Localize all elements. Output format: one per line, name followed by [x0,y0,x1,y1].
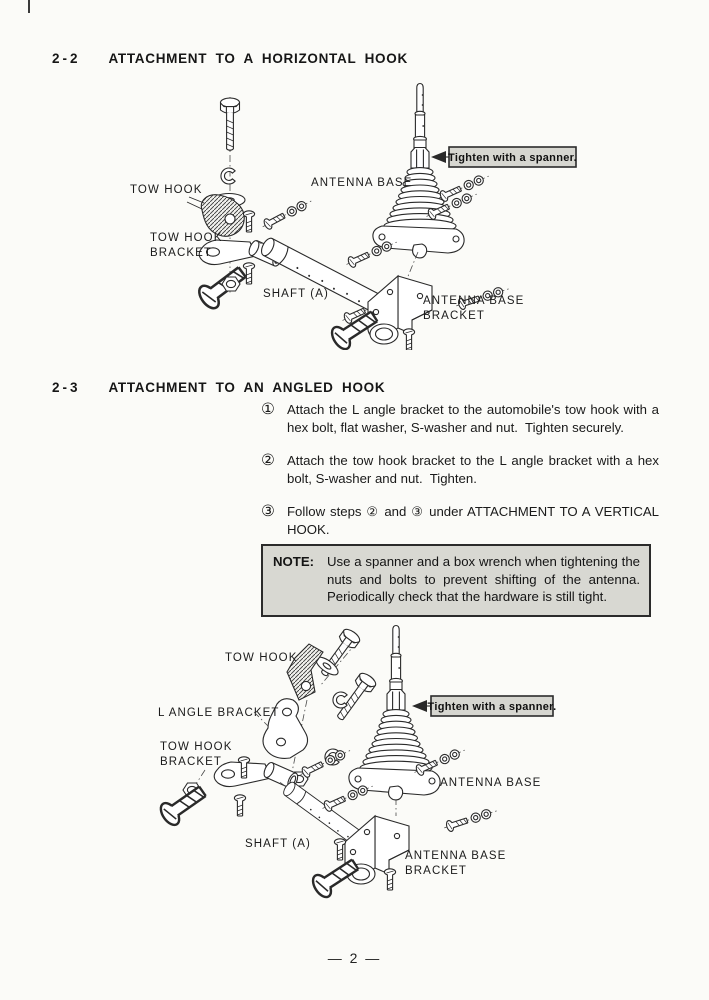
tow-hook-bracket-label-1: TOW HOOK [160,741,233,753]
steps-list [261,401,663,555]
screw [334,839,345,860]
page-number: — 2 — [327,950,382,966]
screw [384,869,395,890]
s-washer [221,168,235,184]
page-edge-mark [28,0,30,13]
section-number: 2-2 [52,51,81,66]
hex-bolt [316,627,362,680]
note-text: Use a spanner and a box wrench when tightening the nuts and bolts to prevent shifting of the antenna. Periodically check that the hardware is still tight. [327,554,648,605]
hex-bolt [332,671,378,724]
long-bolt [157,781,209,828]
spanner-callout [431,147,577,167]
diagram-horizontal-hook [95,80,625,350]
tow-hook-label: TOW HOOK [225,652,298,664]
diagram-angled-hook [130,622,610,918]
fastener-set [260,196,315,232]
step-item-3 [261,503,663,538]
l-angle-bracket-label: L ANGLE BRACKET [158,707,280,719]
callout-label: Tighten with a spanner. [427,701,557,713]
callout-label: Tighten with a spanner. [448,152,577,164]
antenna-base-part [373,84,464,258]
leader-line [196,770,205,784]
step-item-1 [261,401,663,436]
note-box [261,544,651,617]
fastener-set [443,805,500,833]
long-bolt [195,262,249,312]
hex-nut [222,277,240,291]
tow-hook-label: TOW HOOK [130,184,203,196]
antenna-base-part [349,626,440,800]
step-number: ① [261,401,275,418]
antenna-base-bracket-label-1: ANTENNA BASE [423,295,525,307]
shaft-label: SHAFT (A) [245,838,311,850]
note-label: NOTE: [273,554,315,569]
step-text: Attach the L angle bracket to the automobile's tow hook with a hex bolt, flat washer, S-washer and nut. Tighten securely. [287,402,663,435]
screw [243,263,254,284]
section-title: ATTACHMENT TO AN ANGLED HOOK [108,380,386,395]
antenna-base-bracket-label-2: BRACKET [405,865,468,877]
hex-bolt [221,98,240,150]
callout-arrowhead [431,151,446,163]
step-text: Follow steps ② and ③ under ATTACHMENT TO A VERTICAL HOOK. [287,504,663,537]
tow-hook-bracket-label-2: BRACKET [160,756,223,768]
antenna-base-label: ANTENNA BASE [440,777,542,789]
antenna-base-bracket-label-1: ANTENNA BASE [405,850,507,862]
tow-hook-bracket-label-1: TOW HOOK [150,232,223,244]
step-number: ② [261,452,275,470]
screw [243,211,254,232]
section-title: ATTACHMENT TO A HORIZONTAL HOOK [108,51,408,66]
section-number: 2-3 [52,380,81,395]
fastener-set [298,745,353,780]
callout-arrowhead [412,700,427,712]
shaft-label: SHAFT (A) [263,288,329,300]
spanner-callout [412,696,556,716]
step-number: ③ [261,503,275,521]
screw [403,329,414,350]
screw [234,795,245,816]
tow-hook-bracket-label-2: BRACKET [150,247,213,259]
step-item-2 [261,452,663,487]
step-text: Attach the tow hook bracket to the L angle bracket with a hex bolt, S-washer and nut. Tighten. [287,453,663,486]
section-heading-2-3 [52,380,385,395]
antenna-base-bracket-label-2: BRACKET [423,310,486,322]
antenna-base-label: ANTENNA BASE [311,177,413,189]
antenna-base-bracket-part [345,816,409,884]
section-heading-2-2 [52,51,408,66]
s-washer [333,692,347,708]
